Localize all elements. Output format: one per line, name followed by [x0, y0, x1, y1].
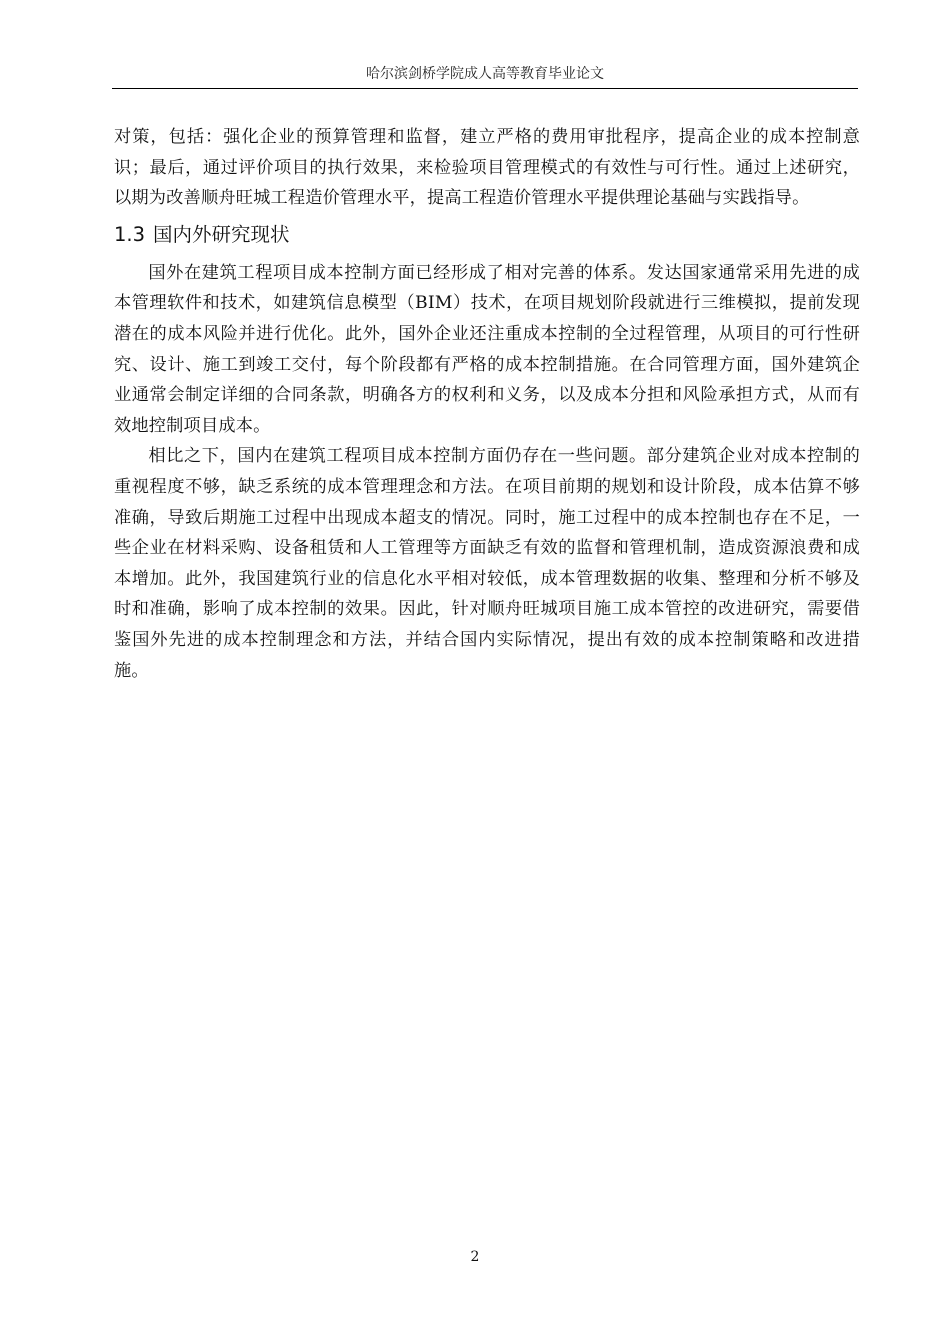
- section-title: 国内外研究现状: [153, 222, 290, 246]
- header-divider: [112, 88, 858, 89]
- section-heading: [114, 220, 860, 250]
- paragraph-domestic-research: 相比之下，国内在建筑工程项目成本控制方面仍存在一些问题。部分建筑企业对成本控制的重视程度不够，缺乏系统的成本管理理念和方法。在项目前期的规划和设计阶段，成本估算不够准确，导致后期施工过程中出现成本超支的情况。同时，施工过程中的成本控制也存在不足，一些企业在材料采购、设备租赁和人工管理等方面缺乏有效的监督和管理机制，造成资源浪费和成本增加。此外，我国建筑行业的信息化水平相对较低，成本管理数据的收集、整理和分析不够及时和准确，影响了成本控制的效果。因此，针对顺舟旺城项目施工成本管控的改进研究，需要借鉴国外先进的成本控制理念和方法，并结合国内实际情况，提出有效的成本控制策略和改进措施。: [114, 446, 860, 681]
- intro-paragraph: 对策，包括：强化企业的预算管理和监督，建立严格的费用审批程序，提高企业的成本控制意识；最后，通过评价项目的执行效果，来检验项目管理模式的有效性与可行性。通过上述研究，以期为改善顺舟旺城工程造价管理水平，提高工程造价管理水平提供理论基础与实践指导。: [114, 127, 860, 209]
- document-body: [114, 122, 860, 686]
- page-number: 2: [470, 1249, 480, 1265]
- paragraph-foreign-research: 国外在建筑工程项目成本控制方面已经形成了相对完善的体系。发达国家通常采用先进的成本管理软件和技术，如建筑信息模型（BIM）技术，在项目规划阶段就进行三维模拟，提前发现潜在的成本风险并进行优化。此外，国外企业还注重成本控制的全过程管理，从项目的可行性研究、设计、施工到竣工交付，每个阶段都有严格的成本控制措施。在合同管理方面，国外建筑企业通常会制定详细的合同条款，明确各方的权利和义务，以及成本分担和风险承担方式，从而有效地控制项目成本。: [114, 262, 860, 436]
- section-number: 1.3: [114, 222, 146, 246]
- page-header-title: 哈尔滨剑桥学院成人高等教育毕业论文: [366, 66, 604, 82]
